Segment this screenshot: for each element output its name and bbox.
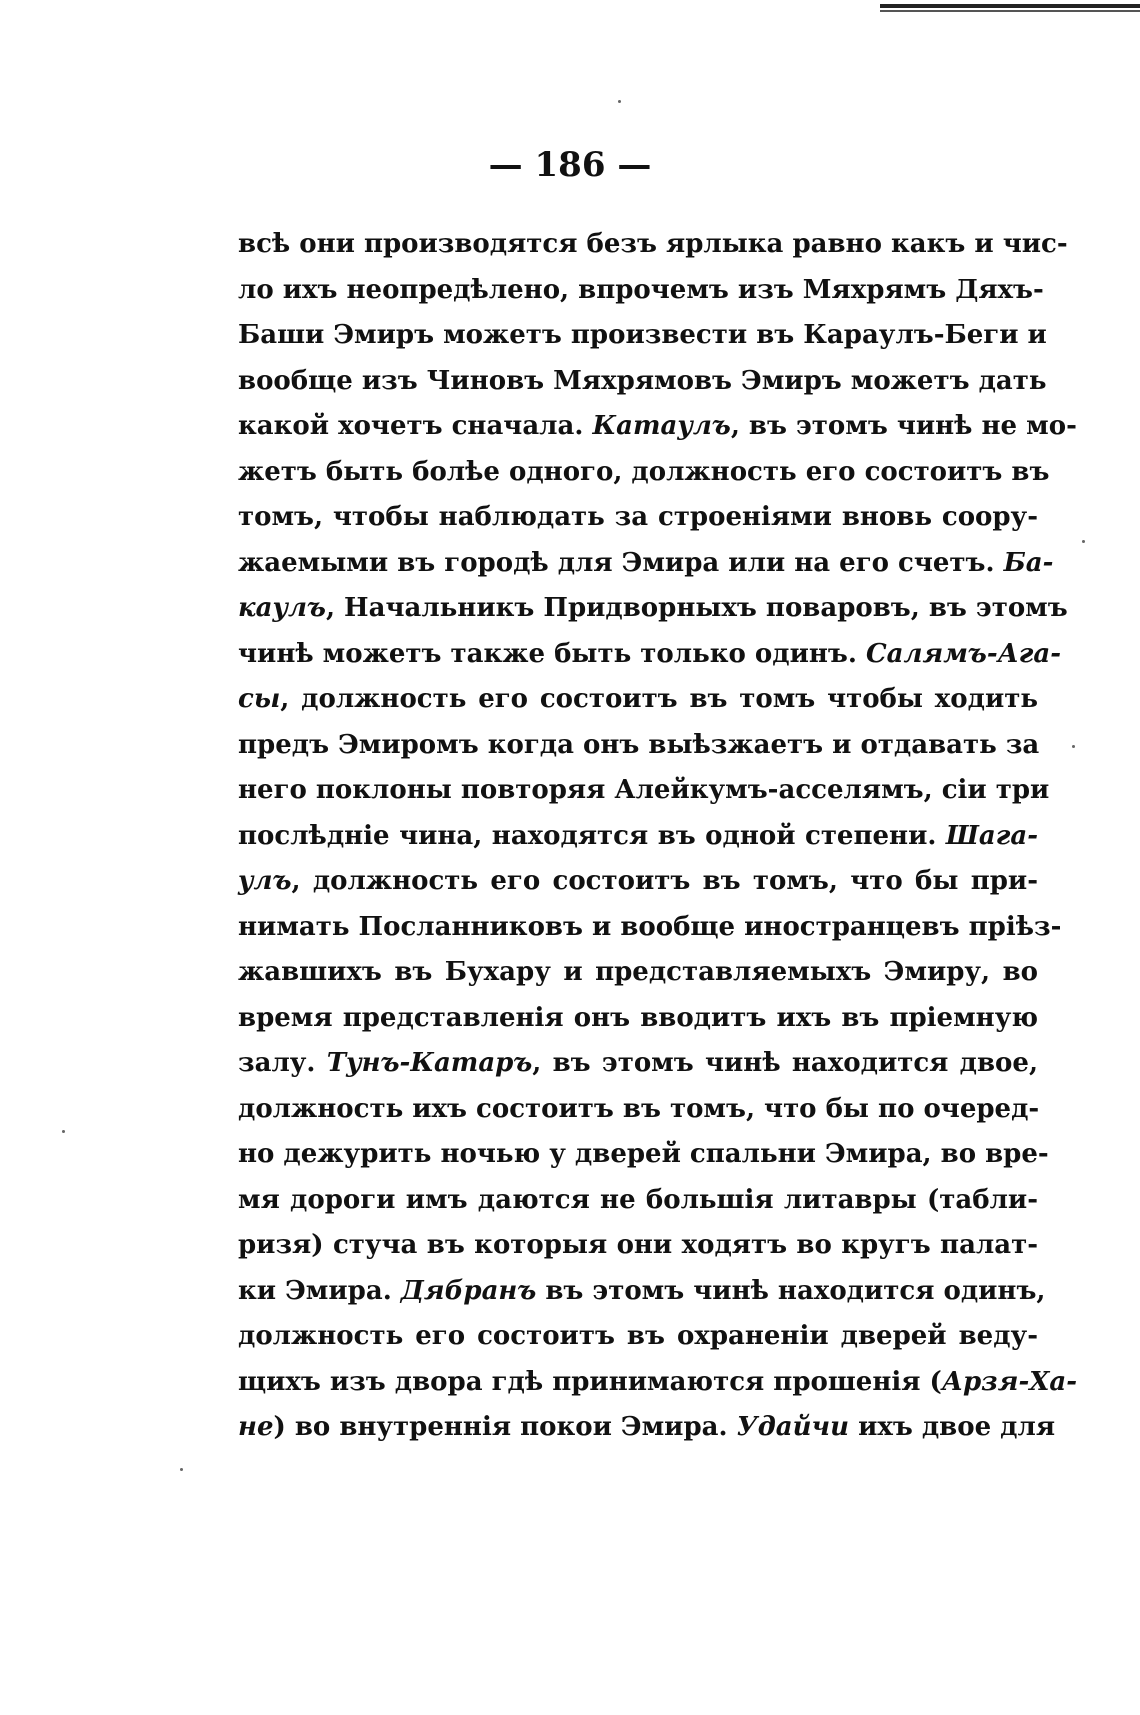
text-segment: какой хочетъ сначала. [238, 411, 593, 441]
italic-term: Салямъ-Ага- [865, 638, 1062, 669]
paper-speck [618, 100, 621, 103]
text-segment: ло ихъ неопредѣлено, впрочемъ изъ Мяхрямъ Дяхъ- [238, 274, 1044, 305]
italic-term: каулъ [238, 593, 326, 623]
italic-term: Удайчи [736, 1412, 850, 1442]
text-segment: но дежурить ночью у дверей спальни Эмира, во вре- [238, 1139, 1049, 1169]
text-line [238, 313, 1047, 359]
text-segment: нимать Посланниковъ и вообще иностранцевъ пріѣз- [238, 911, 1062, 942]
text-segment: жетъ быть болѣе одного, должность его состоитъ въ [238, 456, 1050, 487]
text-line [238, 859, 1038, 905]
italic-term: сы [238, 684, 281, 714]
text-line [238, 404, 1077, 450]
text-line [238, 677, 1038, 723]
text-line [238, 1041, 1038, 1087]
body-text [238, 222, 1078, 1451]
text-segment: предъ Эмиромъ когда онъ выѣзжаетъ и отдавать за [238, 729, 1040, 760]
text-segment: , Начальникъ Придворныхъ поваровъ, въ этомъ [325, 593, 1068, 623]
text-line [238, 814, 1038, 860]
page-number-header: — 186 — [488, 145, 652, 185]
paper-speck [1082, 540, 1085, 543]
text-line [238, 905, 1062, 951]
italic-term: Шага- [945, 820, 1038, 851]
text-line [238, 768, 1050, 814]
text-line [238, 450, 1050, 496]
italic-term: Ба- [1003, 547, 1054, 578]
text-segment: ризя) стуча въ которыя они ходятъ во кругъ палат- [238, 1230, 1038, 1260]
italic-term: не [238, 1412, 274, 1442]
text-segment: него поклоны повторяя Алейкумъ-асселямъ, сіи три [238, 775, 1050, 805]
italic-term: Арзя-Ха- [941, 1366, 1078, 1397]
paper-speck [62, 1130, 65, 1133]
text-segment: послѣдніе чина, находятся въ одной степени. [238, 820, 946, 851]
text-segment: , должность его состоитъ въ томъ чтобы ходить [280, 684, 1038, 714]
italic-term: Тунъ-Катаръ [326, 1048, 533, 1078]
text-segment: жавшихъ въ Бухару и представляемыхъ Эмиру, во [238, 957, 1038, 987]
text-segment: мя дороги имъ даются не большія литавры (табли- [238, 1184, 1038, 1215]
text-line [238, 1405, 1056, 1451]
text-line [238, 541, 1054, 587]
text-segment: ихъ двое для [849, 1412, 1056, 1442]
text-line [238, 1360, 1078, 1406]
paper-speck [1072, 745, 1075, 748]
text-line [238, 996, 1038, 1042]
text-line [238, 222, 1068, 268]
italic-term: улъ [238, 866, 292, 896]
text-line [238, 632, 1062, 678]
text-segment: должность его состоитъ въ охраненіи дверей веду- [238, 1321, 1038, 1351]
text-segment: въ этомъ чинѣ находится одинъ, [536, 1275, 1046, 1306]
text-segment: щихъ изъ двора гдѣ принимаются прошенія ( [238, 1366, 942, 1397]
text-segment: томъ, чтобы наблюдать за строеніями вновь соору- [238, 502, 1038, 532]
text-segment: должность ихъ состоитъ въ томъ, что бы по очеред- [238, 1093, 1040, 1124]
text-line [238, 268, 1044, 314]
text-line [238, 1132, 1049, 1178]
text-segment: ) во внутреннія покои Эмира. [273, 1412, 737, 1442]
text-segment: залу. [238, 1048, 327, 1078]
text-segment: ки Эмира. [238, 1275, 401, 1306]
italic-term: Катаулъ [592, 411, 731, 441]
text-segment: вообще изъ Чиновъ Мяхрямовъ Эмиръ можетъ дать [238, 365, 1047, 396]
text-line [238, 359, 1047, 405]
text-line [238, 950, 1038, 996]
text-line [238, 1314, 1038, 1360]
text-line [238, 1178, 1038, 1224]
text-segment: всѣ они производятся безъ ярлыка равно какъ и чис- [238, 229, 1068, 259]
text-segment: , должность его состоитъ въ томъ, что бы при- [291, 866, 1038, 896]
italic-term: Дябранъ [400, 1275, 537, 1306]
text-segment: чинѣ можетъ также быть только одинъ. [238, 638, 866, 669]
text-line [238, 1087, 1038, 1133]
paper-speck [180, 1468, 183, 1471]
top-edge-rule [880, 4, 1140, 14]
text-segment: , въ этомъ чинѣ не мо- [730, 411, 1077, 441]
text-segment: время представленія онъ вводитъ ихъ въ пріемную [238, 1002, 1038, 1033]
text-line [238, 723, 1038, 769]
text-segment: Баши Эмиръ можетъ произвести въ Караулъ-Беги и [238, 320, 1047, 350]
text-line [238, 495, 1038, 541]
text-segment: , въ этомъ чинѣ находится двое, [532, 1048, 1038, 1078]
text-line [238, 586, 1068, 632]
text-segment: жаемыми въ городѣ для Эмира или на его счетъ. [238, 547, 1004, 578]
text-line [238, 1269, 1046, 1315]
text-line [238, 1223, 1038, 1269]
